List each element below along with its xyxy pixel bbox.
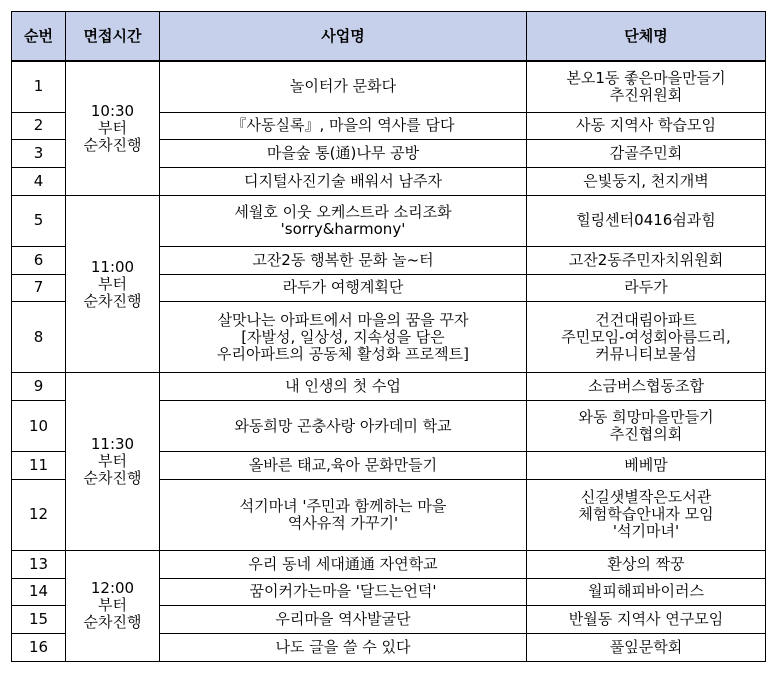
row-no: 7: [12, 274, 66, 302]
row-no: 12: [12, 479, 66, 550]
row-no: 14: [12, 578, 66, 606]
organization-name: 월피해피바이러스: [527, 578, 766, 606]
organization-name: 건건대림아파트 주민모임-여성회아름드리, 커뮤니티보물섬: [527, 302, 766, 373]
project-name: 석기마녀 '주민과 함께하는 마을 역사유적 가꾸기': [160, 479, 527, 550]
project-name: 라두가 여행계획단: [160, 274, 527, 302]
project-name: 살맛나는 아파트에서 마을의 꿈을 꾸자 [자발성, 일상성, 지속성을 담은 우리아파트의 공동체 활성화 프로젝트]: [160, 302, 527, 373]
row-no: 2: [12, 112, 66, 140]
project-name: 디지털사진기술 배워서 남주자: [160, 168, 527, 196]
table-row: [12, 550, 766, 578]
row-no: 10: [12, 401, 66, 452]
table-row: [12, 195, 766, 246]
project-name: 올바른 태교,육아 문화만들기: [160, 452, 527, 480]
organization-name: 감골주민회: [527, 140, 766, 168]
project-name: 『사동실록』, 마을의 역사를 담다: [160, 112, 527, 140]
project-name: 나도 글을 쓸 수 있다: [160, 634, 527, 662]
row-no: 4: [12, 168, 66, 196]
row-no: 15: [12, 606, 66, 634]
project-name: 꿈이커가는마을 '달드는언덕': [160, 578, 527, 606]
time-slot-cell: 11:30 부터 순차진행: [66, 373, 160, 551]
table-row: [12, 373, 766, 401]
row-no: 6: [12, 246, 66, 274]
row-no: 11: [12, 452, 66, 480]
project-name: 우리 동네 세대通通 자연학교: [160, 550, 527, 578]
organization-name: 반월동 지역사 연구모임: [527, 606, 766, 634]
project-name: 고잔2동 행복한 문화 놀~터: [160, 246, 527, 274]
project-name: 내 인생의 첫 수업: [160, 373, 527, 401]
organization-name: 사동 지역사 학습모임: [527, 112, 766, 140]
organization-name: 힐링센터0416쉼과힘: [527, 195, 766, 246]
time-slot-cell: 10:30 부터 순차진행: [66, 61, 160, 195]
organization-name: 본오1동 좋은마을만들기 추진위원회: [527, 61, 766, 112]
header-row: [12, 12, 766, 62]
header-project: 사업명: [160, 12, 527, 62]
organization-name: 신길샛별작은도서관 체험학습안내자 모임 '석기마녀': [527, 479, 766, 550]
row-no: 16: [12, 634, 66, 662]
row-no: 3: [12, 140, 66, 168]
organization-name: 소금버스협동조합: [527, 373, 766, 401]
row-no: 1: [12, 61, 66, 112]
row-no: 9: [12, 373, 66, 401]
time-slot-cell: 12:00 부터 순차진행: [66, 550, 160, 661]
organization-name: 은빛둥지, 천지개벽: [527, 168, 766, 196]
project-name: 놀이터가 문화다: [160, 61, 527, 112]
header-no: 순번: [12, 12, 66, 62]
organization-name: 라두가: [527, 274, 766, 302]
header-time: 면접시간: [66, 12, 160, 62]
row-no: 5: [12, 195, 66, 246]
project-name: 와동희망 곤충사랑 아카데미 학교: [160, 401, 527, 452]
organization-name: 와동 희망마을만들기 추진협의회: [527, 401, 766, 452]
time-slot-cell: 11:00 부터 순차진행: [66, 195, 160, 373]
row-no: 13: [12, 550, 66, 578]
project-name: 마을숲 통(通)나무 공방: [160, 140, 527, 168]
table-row: [12, 61, 766, 112]
project-name: 우리마을 역사발굴단: [160, 606, 527, 634]
organization-name: 베베맘: [527, 452, 766, 480]
header-org: 단체명: [527, 12, 766, 62]
organization-name: 풀잎문학회: [527, 634, 766, 662]
project-name: 세월호 이웃 오케스트라 소리조화 'sorry&harmony': [160, 195, 527, 246]
row-no: 8: [12, 302, 66, 373]
interview-schedule-table: [11, 11, 766, 662]
organization-name: 환상의 짝꿍: [527, 550, 766, 578]
organization-name: 고잔2동주민자치위원회: [527, 246, 766, 274]
